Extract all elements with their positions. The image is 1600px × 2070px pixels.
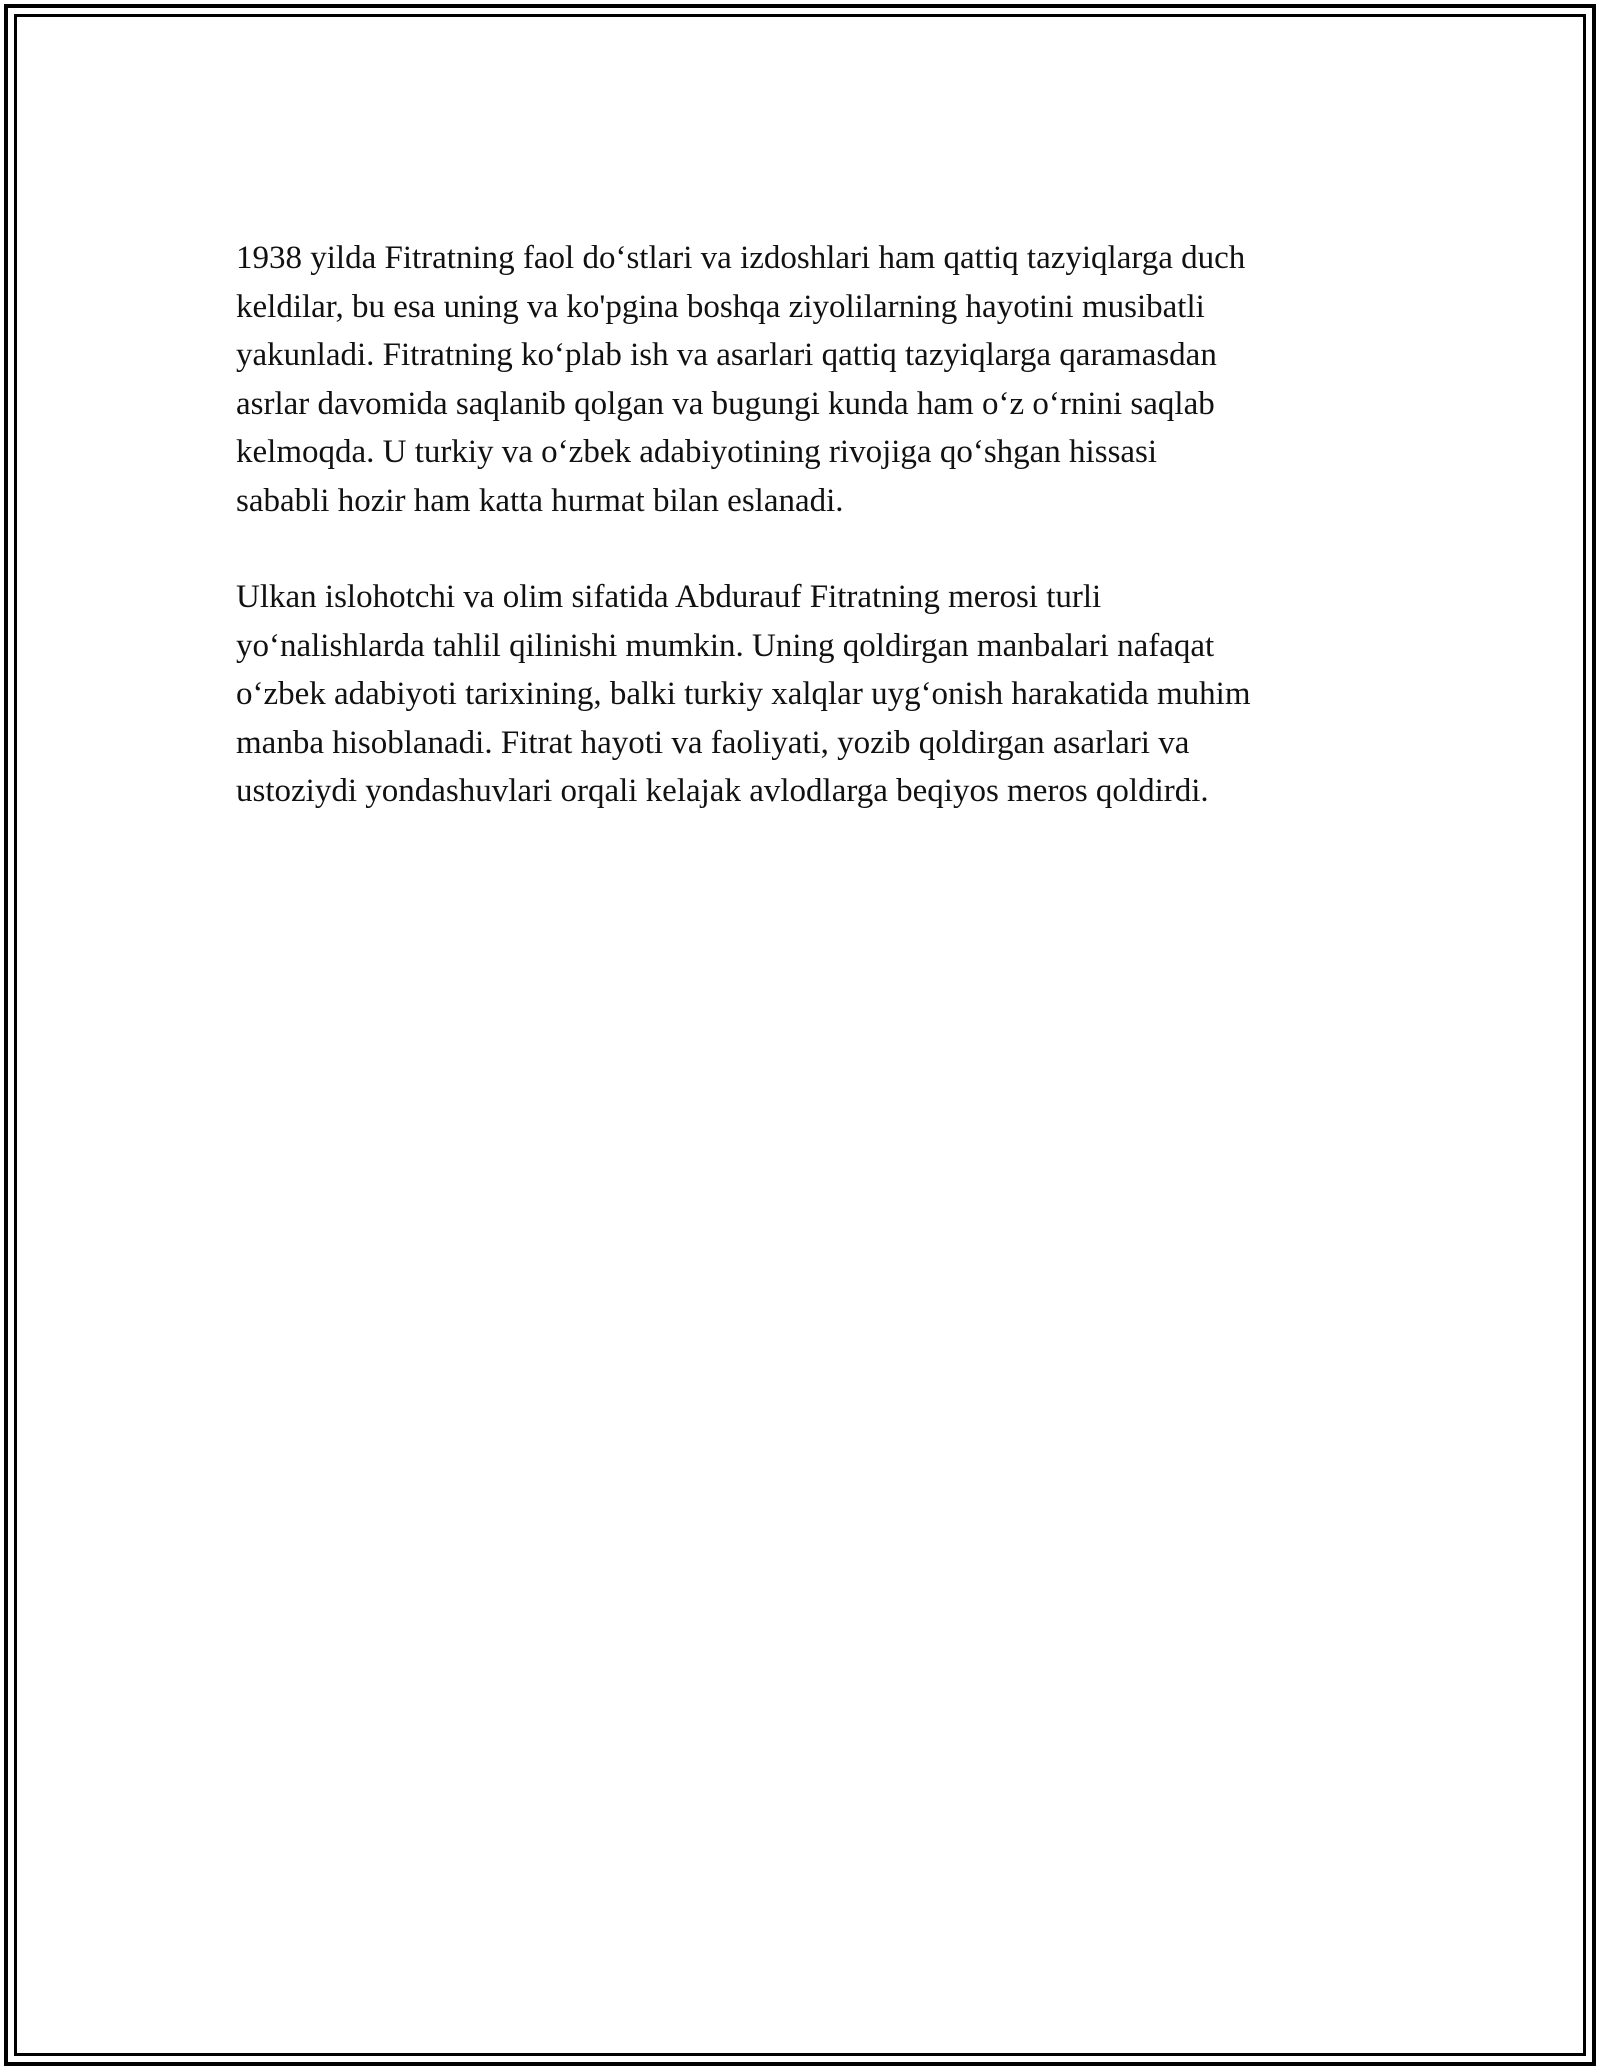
text-line: o‘zbek adabiyoti tarixining, balki turkiy xalqlar uyg‘onish harakatida muhim xyxy=(236,676,1251,712)
text-line: yakunladi. Fitratning ko‘plab ish va asarlari qattiq tazyiqlarga qaramasdan xyxy=(236,337,1217,373)
text-line: keldilar, bu esa uning va ko'pgina boshqa ziyolilarning hayotini musibatli xyxy=(236,288,1205,325)
text-line: 1938 yilda Fitratning faol do‘stlari va izdoshlari ham qattiq tazyiqlarga duch xyxy=(236,240,1246,276)
document-body xyxy=(236,234,1386,816)
paragraph-legacy-persecution xyxy=(236,234,1386,525)
text-line: Ulkan islohotchi va olim sifatida Abdurauf Fitratning merosi turli xyxy=(236,579,1102,615)
text-line: yo‘nalishlarda tahlil qilinishi mumkin. Uning qoldirgan manbalari nafaqat xyxy=(236,627,1215,664)
text-line: ustoziydi yondashuvlari orqali kelajak avlodlarga beqiyos meros qoldirdi. xyxy=(236,773,1209,809)
text-line: sababli hozir ham katta hurmat bilan eslanadi. xyxy=(236,482,844,519)
text-line: kelmoqda. U turkiy va o‘zbek adabiyotining rivojiga qo‘shgan hissasi xyxy=(236,434,1158,470)
text-line: asrlar davomida saqlanib qolgan va bugungi kunda ham o‘z o‘rnini saqlab xyxy=(236,385,1215,422)
paragraph-reformer-legacy xyxy=(236,573,1386,816)
text-line: manba hisoblanadi. Fitrat hayoti va faoliyati, yozib qoldirgan asarlari va xyxy=(236,724,1190,761)
